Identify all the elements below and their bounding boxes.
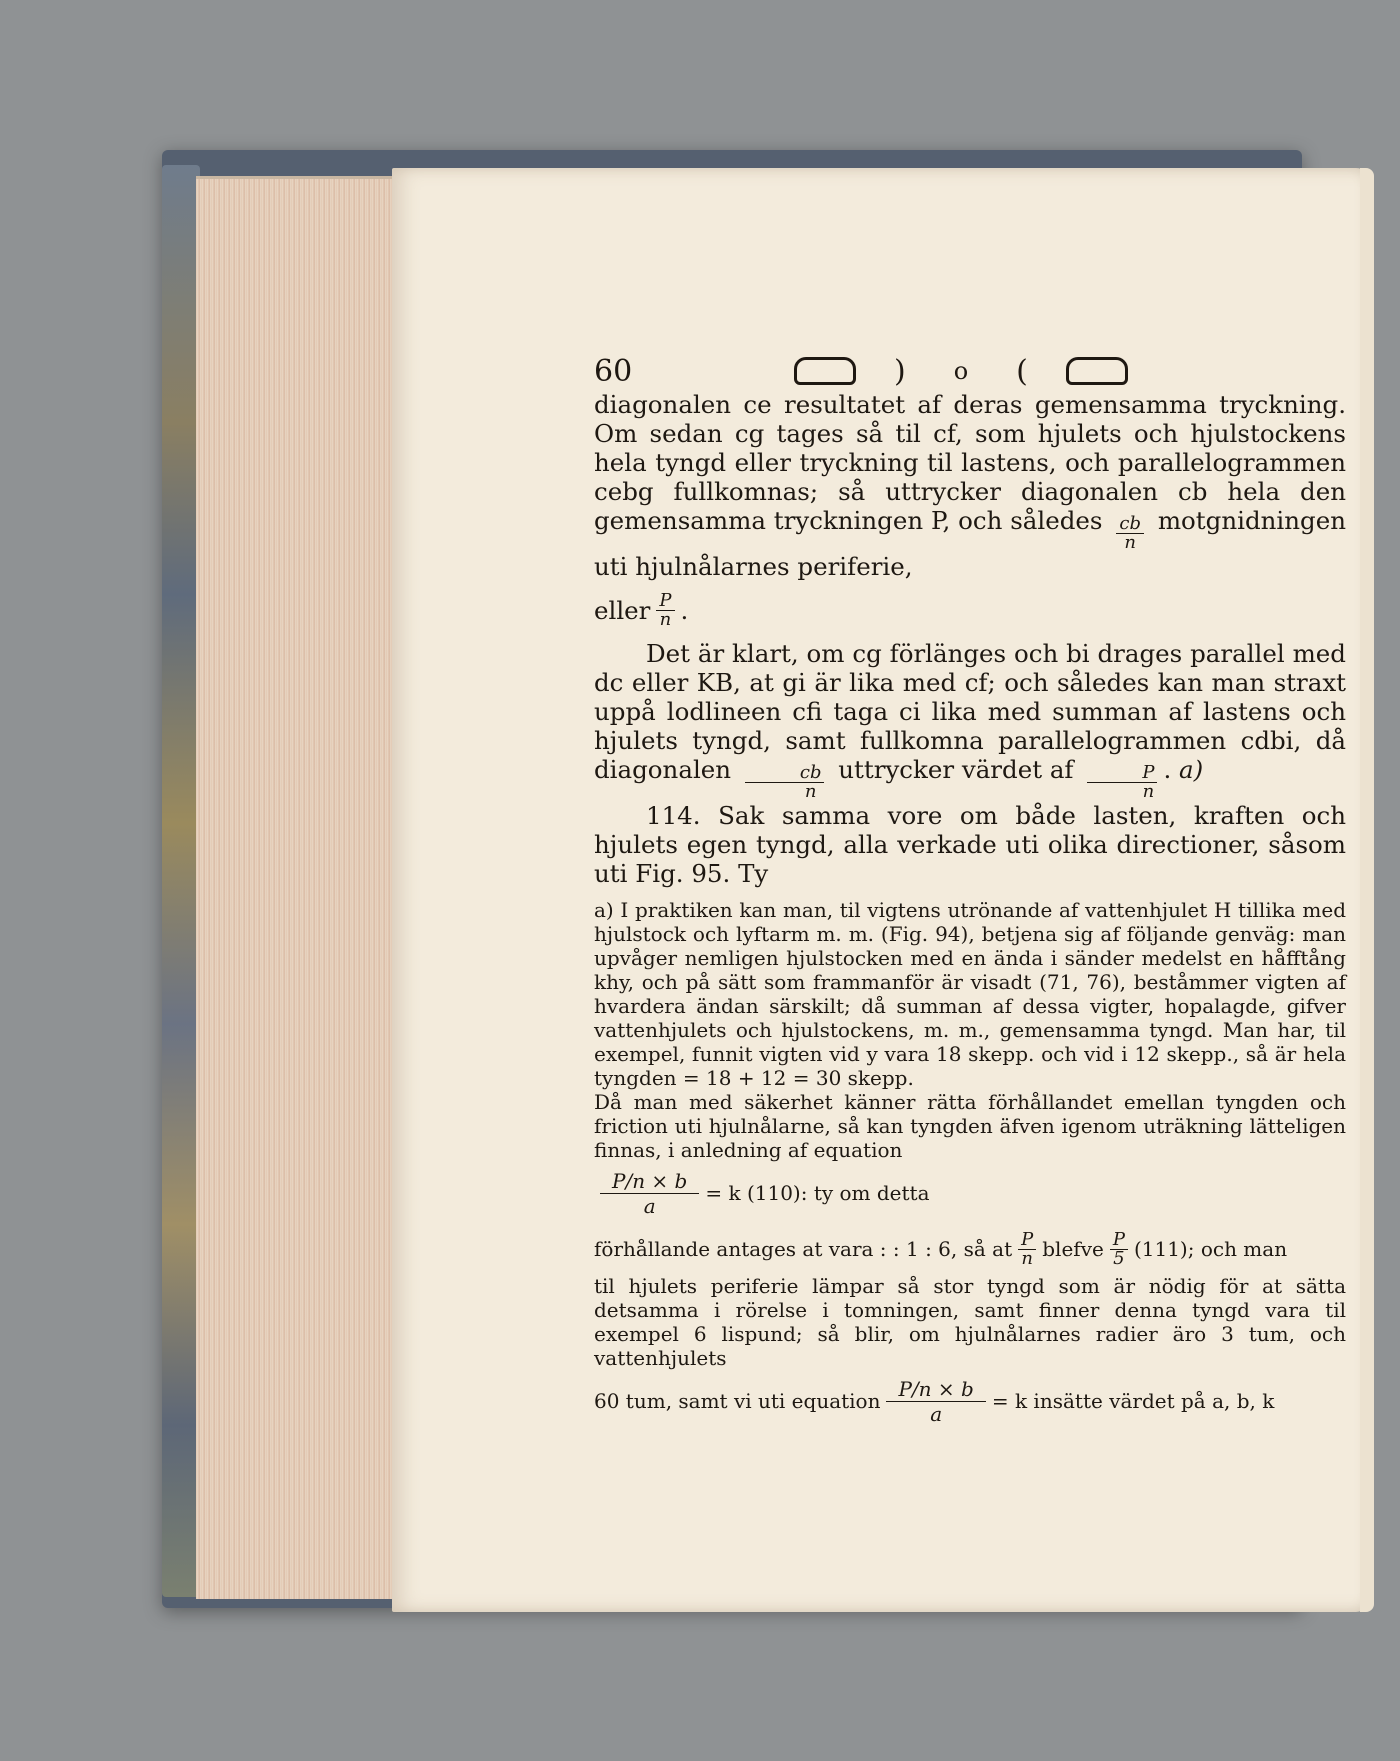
paragraph: Det är klart, om cg förlänges och bi drages parallel med dc eller KB, at gi är lika med cf; och således kan man straxt uppå lodlineen cfi taga ci lika med summan af lastens och hjulets tyngd, samt fullkomna parallelogrammen cdbi, då diagonalen $\frac{cb}{n}$ uttrycker värdet af $\frac{P}{n}$ . a) [594,639,1346,802]
page-edges [196,176,396,1599]
footnote-text: a) I praktiken kan man, til vigtens utrönande af vattenhjulet H tillika med hjulstock och lyftarm m. m. (Fig. 94), betjena sig af följande genväg: man upvåger nemligen hjulstocken med en ända i sänder medelst en håfftång khy, och på sätt som frammanför är visadt (71, 76), beståmmer vigten af hvardera ändan särskilt; då summan af dessa vigter, hopalagde, gifver vattenhjulets och hjulstockens, m. m., gemensamma tyngd. Man har, til exempel, funnit vigten vid y vara 18 skepp. och vid i 12 skepp., så är hela tyngden = 18 + 12 = 30 skepp. [594,898,1346,1090]
ornament-icon [1066,357,1128,385]
fraction: $\frac{cb}{n}$ [745,764,825,801]
paragraph: 114. Sak samma vore om både lasten, kraften och hjulets egen tyngd, alla verkade uti olika directioner, såsom uti Fig. 95. Ty [594,801,1346,888]
ornament-icon [794,357,856,385]
marbled-edge [162,165,200,1597]
page-number: 60 [594,353,633,389]
fraction: $\frac{cb}{n}$ [1116,515,1144,552]
paragraph: eller $\frac{P}{n}$ . [594,589,689,630]
footnote-text: Då man med säkerhet känner rätta förhållandet emellan tyngden och friction uti hjulnålarne, så kan tyngden äfven igenom uträkning lätteligen finnas, i anledning af equation [594,1090,1346,1162]
fraction: $\frac{P}{5}$ [1110,1231,1128,1268]
header-circle: o [953,357,969,385]
footnote-text: til hjulets periferie lämpar så stor tyngd som är nödig för at sätta detsamma i rörelse i tomningen, samt finner denna tyngd vara til exempel 6 lispund; så blir, om hjulnålarnes radier äro 3 tum, och vattenhjulets [594,1274,1346,1370]
equation-row: förhållande antages at vara : : 1 : 6, så at $\frac{P}{n}$ blefve $\frac{P}{5}$ (111); och man [594,1228,1288,1269]
equation-row: $\frac{P/n \times b}{a}$ = k (110): ty om detta [594,1162,1346,1224]
fraction: $\frac{P}{n}$ [1018,1231,1036,1268]
running-head [594,352,1346,390]
footnote [594,898,1346,1432]
equation-fraction: $\frac{P/n \times b}{a}$ [600,1169,699,1218]
equation-row: 60 tum, samt vi uti equation $\frac{P/n \times b}{a}$ = k insätte värdet på a, b, k [594,1376,1275,1426]
page-text [594,352,1346,1432]
fraction: $\frac{P}{n}$ [1087,764,1157,801]
paragraph: diagonalen ce resultatet af deras gemensamma tryckning. Om sedan cg tages så til cf, som hjulets och hjulstockens hela tyngd eller tryckning til lastens, och parallelogrammen cebg fullkomnas; så uttrycker diagonalen cb hela den gemensamma tryckningen P, och således $\frac{cb}{n}$ motgnidningen uti hjulnålarnes periferie, [594,390,1346,581]
fore-edge [1360,168,1374,1612]
header-paren-left: ) [894,353,906,389]
header-paren-right: ( [1016,353,1028,389]
fraction: $\frac{P}{n}$ [656,592,674,629]
equation-fraction: $\frac{P/n \times b}{a}$ [886,1377,985,1426]
